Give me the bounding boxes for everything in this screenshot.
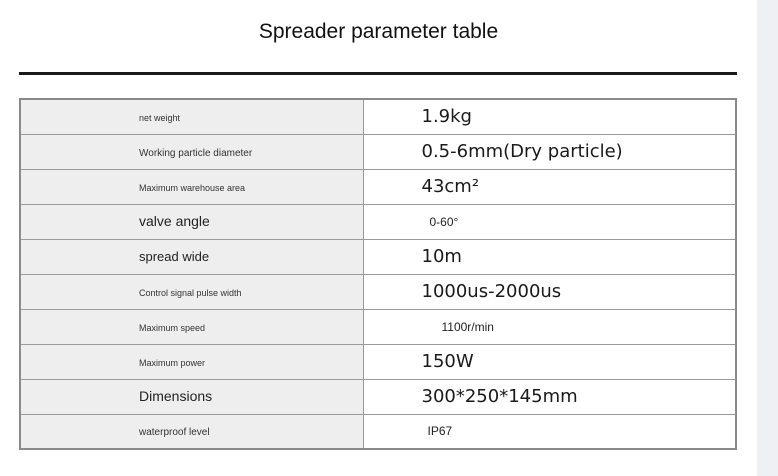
row-label-cell	[20, 239, 363, 274]
row-value: 0-60°	[429, 214, 459, 229]
row-label-cell	[20, 134, 363, 169]
row-value-cell	[363, 379, 736, 414]
row-value: IP67	[427, 424, 453, 439]
row-label: net weight	[139, 112, 181, 123]
title-divider	[19, 72, 737, 75]
row-value: 0.5-6mm(Dry particle)	[421, 141, 623, 162]
row-label: Maximum speed	[139, 322, 206, 333]
table-row	[20, 414, 736, 449]
side-panel-strip	[757, 0, 778, 476]
table-row	[20, 134, 736, 169]
row-label: Maximum warehouse area	[139, 182, 246, 193]
row-value: 1.9kg	[421, 106, 472, 128]
table-row	[20, 344, 736, 379]
table-row	[20, 169, 736, 204]
row-label-cell	[20, 204, 363, 239]
row-value-cell	[363, 204, 736, 239]
table-row	[20, 274, 736, 309]
page-title: Spreader parameter table	[258, 20, 499, 43]
parameter-table	[19, 98, 737, 450]
row-label-cell	[20, 414, 363, 449]
row-label: waterproof level	[139, 427, 210, 439]
row-label-cell	[20, 99, 363, 134]
row-value-cell	[363, 309, 736, 344]
table-row	[20, 309, 736, 344]
row-value: 1000us-2000us	[421, 281, 562, 302]
row-value-cell	[363, 274, 736, 309]
row-value-cell	[363, 99, 736, 134]
row-label-cell	[20, 169, 363, 204]
row-value-cell	[363, 134, 736, 169]
row-value: 10m	[421, 246, 462, 267]
row-label: Working particle diameter	[139, 147, 253, 159]
row-label: Dimensions	[139, 387, 213, 404]
row-label-cell	[20, 379, 363, 414]
row-value: 1100r/min	[441, 319, 494, 334]
row-label-cell	[20, 274, 363, 309]
row-label: Control signal pulse width	[139, 287, 242, 298]
row-value-cell	[363, 169, 736, 204]
row-value: 150W	[421, 351, 474, 372]
row-label-cell	[20, 309, 363, 344]
table-row	[20, 379, 736, 414]
row-value-cell	[363, 414, 736, 449]
row-label-cell	[20, 344, 363, 379]
table-row	[20, 204, 736, 239]
row-value: 43cm²	[421, 176, 480, 197]
row-label: valve angle	[139, 212, 210, 229]
row-value-cell	[363, 239, 736, 274]
table-row	[20, 239, 736, 274]
row-label: Maximum power	[139, 357, 206, 368]
row-value-cell	[363, 344, 736, 379]
row-value: 300*250*145mm	[421, 386, 578, 407]
table-row	[20, 99, 736, 134]
row-label: spread wide	[139, 248, 210, 264]
